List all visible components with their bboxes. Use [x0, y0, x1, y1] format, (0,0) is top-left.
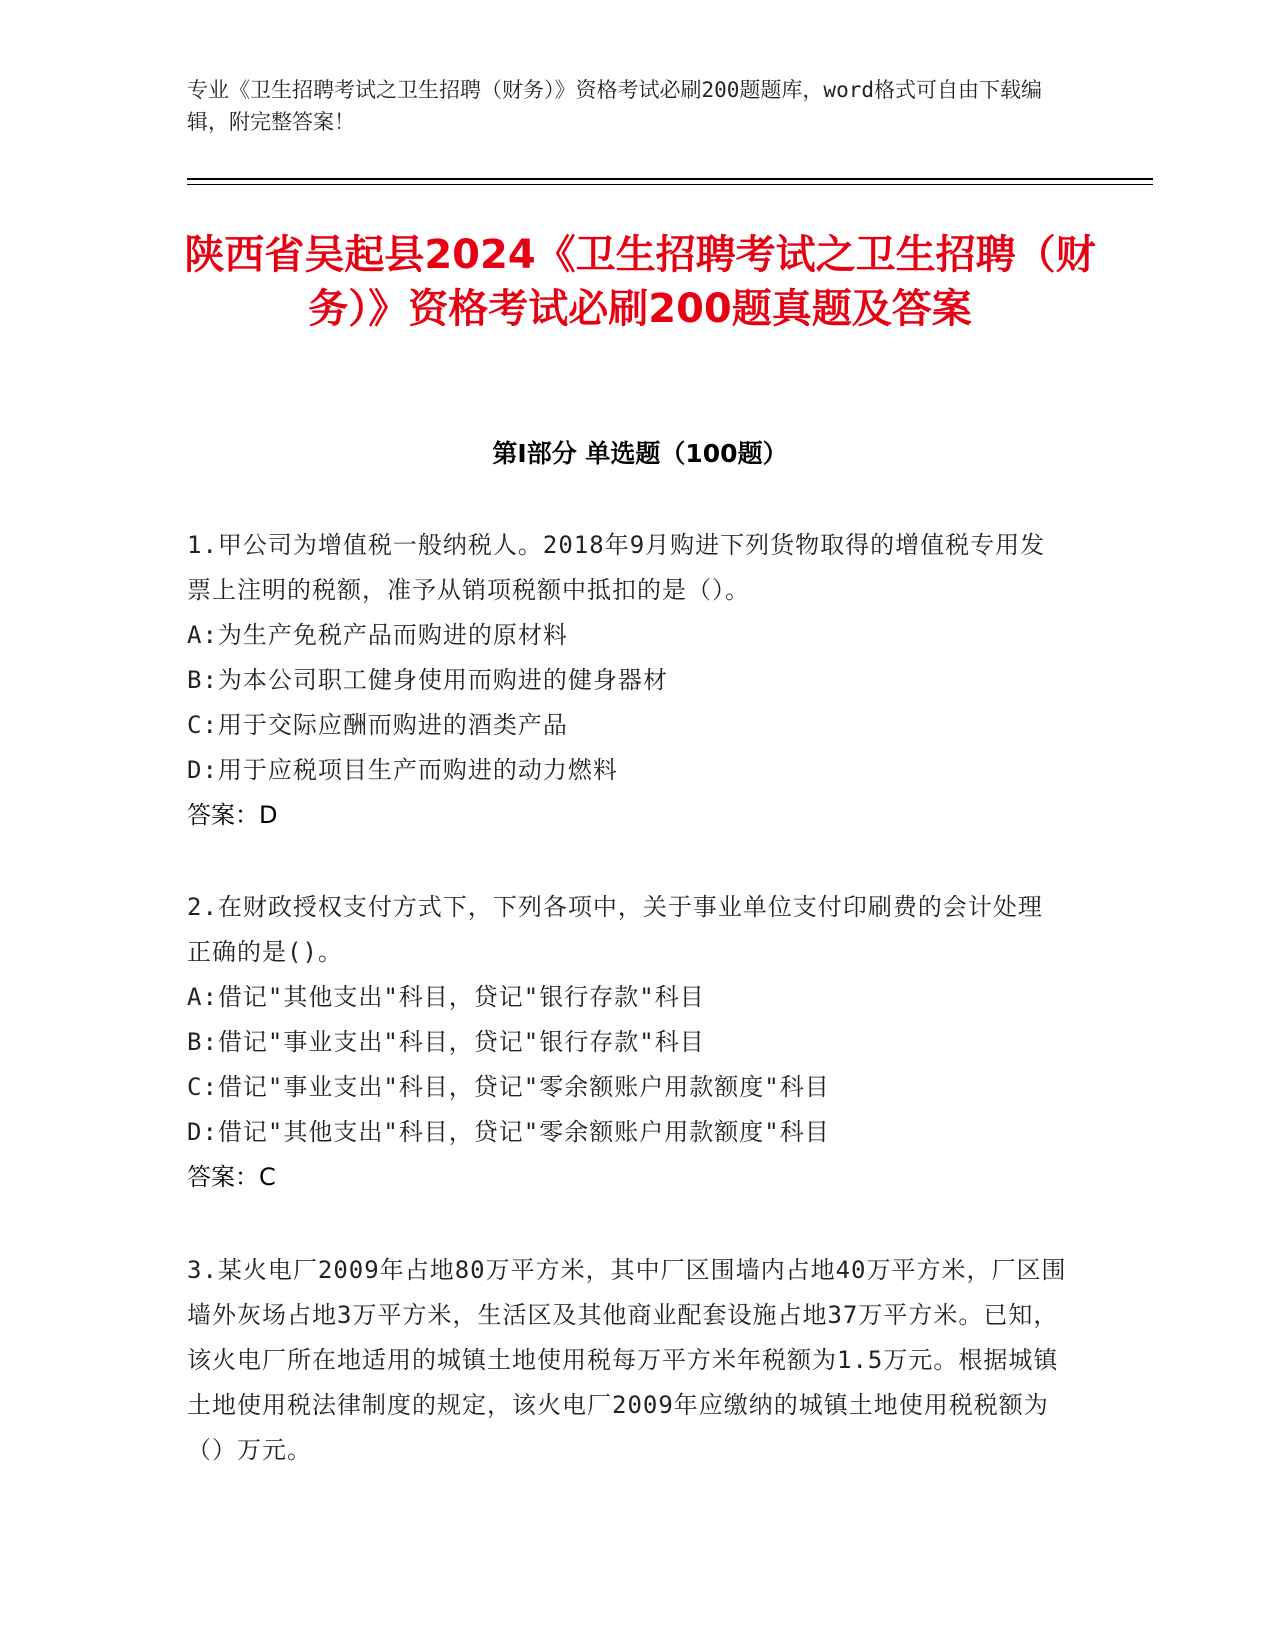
header-divider-thin — [187, 184, 1153, 185]
answer: 答案：D — [187, 801, 278, 829]
question-3 — [187, 1248, 1067, 1473]
question-text: 2.在财政授权支付方式下，下列各项中，关于事业单位支付印刷费的会计处理正确的是()。 — [187, 893, 1043, 966]
question-text: 3.某火电厂2009年占地80万平方米，其中厂区围墙内占地40万平方米，厂区围墙外灰场占地3万平方米，生活区及其他商业配套设施占地37万平方米。已知，该火电厂所在地适用的城镇土地使用税每万平方米年税额为1.5万元。根据城镇土地使用税法律制度的规定，该火电厂2009年应缴纳的城镇土地使用税税额为（）万元。 — [187, 1256, 1067, 1464]
question-text: 1.甲公司为增值税一般纳税人。2018年9月购进下列货物取得的增值税专用发票上注明的税额，准予从销项税额中抵扣的是（）。 — [187, 531, 1046, 604]
answer: 答案：C — [187, 1163, 276, 1191]
section-title: 第Ⅰ部分 单选题（100题） — [492, 439, 788, 468]
question-1 — [187, 523, 1067, 838]
option-a: A:为生产免税产品而购进的原材料 — [187, 621, 568, 649]
option-c: C:用于交际应酬而购进的酒类产品 — [187, 711, 568, 739]
option-c: C:借记"事业支出"科目，贷记"零余额账户用款额度"科目 — [187, 1073, 830, 1101]
option-a: A:借记"其他支出"科目，贷记"银行存款"科目 — [187, 983, 705, 1011]
question-2 — [187, 885, 1067, 1200]
header-note: 专业《卫生招聘考试之卫生招聘（财务）》资格考试必刷200题题库，word格式可自由下载编辑，附完整答案！ — [187, 78, 1042, 134]
header-divider-thick — [187, 178, 1153, 180]
option-d: D:用于应税项目生产而购进的动力燃料 — [187, 756, 618, 784]
document-title: 陕西省吴起县2024《卫生招聘考试之卫生招聘（财务）》资格考试必刷200题真题及答案 — [184, 232, 1096, 332]
option-b: B:为本公司职工健身使用而购进的健身器材 — [187, 666, 668, 694]
option-b: B:借记"事业支出"科目，贷记"银行存款"科目 — [187, 1028, 705, 1056]
option-d: D:借记"其他支出"科目，贷记"零余额账户用款额度"科目 — [187, 1118, 830, 1146]
